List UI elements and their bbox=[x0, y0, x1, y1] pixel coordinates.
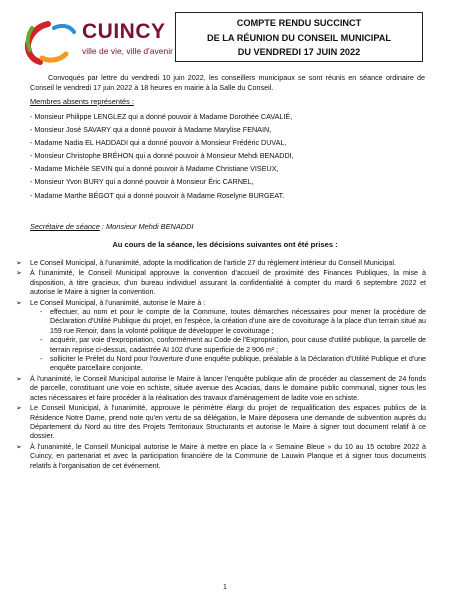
logo-name: CUINCY bbox=[82, 20, 166, 43]
page-number: 1 bbox=[223, 584, 227, 591]
list-item: - Madame Marthe BÉGOT qui a donné pouvoir à Madame Roselyne BURGEAT. bbox=[30, 190, 285, 200]
decision-item: ➢ Le Conseil Municipal, à l'unanimité, autorise le Maire à : - effectuer, au nom et pour le compte de la Commune, toutes démarches nécessaires pour mener la procédure de Déclaration d'Utilité Publique du projet, en l'espèce, la création d'une aire de covoiturage à la place d'un terrain situé au 159 rue Renoir, dans la volonté politique de développer le covoiturage ; - acquérir, par voie d'expropriation, conformément au Code de l'Expropriation, pour cause d'utilité publique, la parcelle de terrain reprise ci-dessus, cadastrée AI 102 d'une superficie de 2 906 m² ; - solliciter le Préfet du Nord pour l'ouverture d'une enquête publique, préalable à la Déclaration d'Utilité Publique et d'une enquête parcellaire conjointe. bbox=[16, 298, 426, 373]
secretary-line bbox=[30, 222, 194, 231]
arrow-bullet-icon: ➢ bbox=[16, 405, 22, 413]
logo-brushstroke-icon bbox=[18, 18, 80, 66]
secretary-label: Secrétaire de séance bbox=[30, 222, 100, 231]
decisions-list bbox=[16, 259, 426, 472]
list-item: - Madame Nadia EL HADDADI qui a donné pouvoir à Monsieur Frédéric DUVAL, bbox=[30, 138, 287, 148]
cuincy-logo bbox=[18, 18, 173, 66]
arrow-bullet-icon: ➢ bbox=[16, 443, 22, 451]
secretary-value: : Monsieur Mehdi BENADDI bbox=[99, 222, 194, 231]
list-item: - Monsieur Philippe LENGLEZ qui a donné pouvoir à Madame Dorothée CAVALIÉ, bbox=[30, 112, 293, 121]
title-line-2: DE LA RÉUNION DU CONSEIL MUNICIPAL bbox=[206, 32, 392, 43]
list-item: - Monsieur Christophe BRÉHON qui a donné pouvoir à Monsieur Mehdi BENADDI, bbox=[30, 151, 294, 161]
decision-item: ➢ Le Conseil Municipal, à l'unanimité, adopte la modification de l'article 27 du règlement intérieur du Conseil Municipal. bbox=[16, 259, 396, 267]
list-item: - Monsieur Yvon BURY qui a donné pouvoir à Monsieur Éric CARNEL, bbox=[30, 177, 254, 187]
title-line-3: DU VENDREDI 17 JUIN 2022 bbox=[237, 47, 361, 57]
absent-heading: Membres absents représentés : bbox=[30, 97, 134, 106]
list-item: - Madame Michèle SEVIN qui a donné pouvoir à Madame Christiane VISEUX, bbox=[30, 164, 279, 174]
sub-item: - effectuer, au nom et pour le compte de la Commune, toutes démarches nécessaires pour mener la procédure de Déclaration d'Utilité Publique du projet, en l'espèce, la création d'une aire de covoiturage à la place d'un terrain situé au 159 rue Renoir, dans la volonté politique de développer le covoiturage ; bbox=[40, 308, 426, 335]
title-line-1: COMPTE RENDU SUCCINCT bbox=[236, 18, 362, 28]
decisions-heading: Au cours de la séance, les décisions suivantes ont été prises : bbox=[112, 240, 338, 249]
absent-members-list bbox=[30, 110, 425, 202]
decision-item: ➢ À l'unanimité, le Conseil Municipal autorise le Maire à lancer l'enquête publique afin de procéder au classement de 24 fonds de parcelle, constituant une voie en schiste, située avenue des Acacias, dans le domaine public communal, signer tous les actes nécessaires et faire procéder à la réalisation des travaux d'aménagement de ladite voie en schiste. bbox=[16, 374, 426, 402]
arrow-bullet-icon: ➢ bbox=[16, 270, 22, 278]
arrow-bullet-icon: ➢ bbox=[16, 260, 22, 267]
intro-paragraph: Convoqués par lettre du vendredi 10 juin 2022, les conseillers municipaux se sont réunis en séance ordinaire de Conseil le vendredi 17 juin 2022 à 18 heures en mairie à la Salle du Conseil. bbox=[30, 73, 425, 92]
decision-item: ➢ Le Conseil Municipal, à l'unanimité, approuve le périmètre élargi du projet de requalification des espaces publics de la Résidence Notre Dame, prend note qu'en vertu de sa délégation, le Maire déposera une demande de subvention auprès du Département du Nord au titre des Projets Territoriaux Structurants et autorise le Maire à signer tout document relatif à ce dossier. bbox=[16, 404, 426, 441]
document-title bbox=[175, 12, 423, 62]
decision-item: ➢ À l'unanimité, le Conseil Municipal autorise le Maire à mettre en place la « Semaine Bleue » du 10 au 15 octobre 2022 à Cuincy, en partenariat et avec la participation financière de la Commune de Lauwin Planque et à signer tous documents relatifs à l'organisation de cet événement. bbox=[16, 442, 426, 470]
sub-item: - acquérir, par voie d'expropriation, conformément au Code de l'Expropriation, pour cause d'utilité publique, la parcelle de terrain reprise ci-dessus, cadastrée AI 102 d'une superficie de 2 906 m² ; bbox=[40, 336, 426, 354]
list-item: - Monsieur José SAVARY qui a donné pouvoir à Madame Marylise FENAIN, bbox=[30, 125, 272, 135]
arrow-bullet-icon: ➢ bbox=[16, 375, 22, 383]
sub-item: - solliciter le Préfet du Nord pour l'ouverture d'une enquête publique, préalable à la Déclaration d'Utilité Publique et d'une enquête parcellaire conjointe. bbox=[40, 355, 426, 373]
arrow-bullet-icon: ➢ bbox=[16, 299, 22, 307]
decision-item: ➢ À l'unanimité, le Conseil Municipal approuve la convention d'accueil de proximité des Finances Publiques, la mise à disposition, à titre gracieux, d'un bureau individuel assurant la confidentialité à compter du mardi 6 septembre 2022 et autorise le Maire à signer la convention. bbox=[16, 269, 426, 297]
logo-tagline: ville de vie, ville d'avenir bbox=[82, 46, 173, 56]
